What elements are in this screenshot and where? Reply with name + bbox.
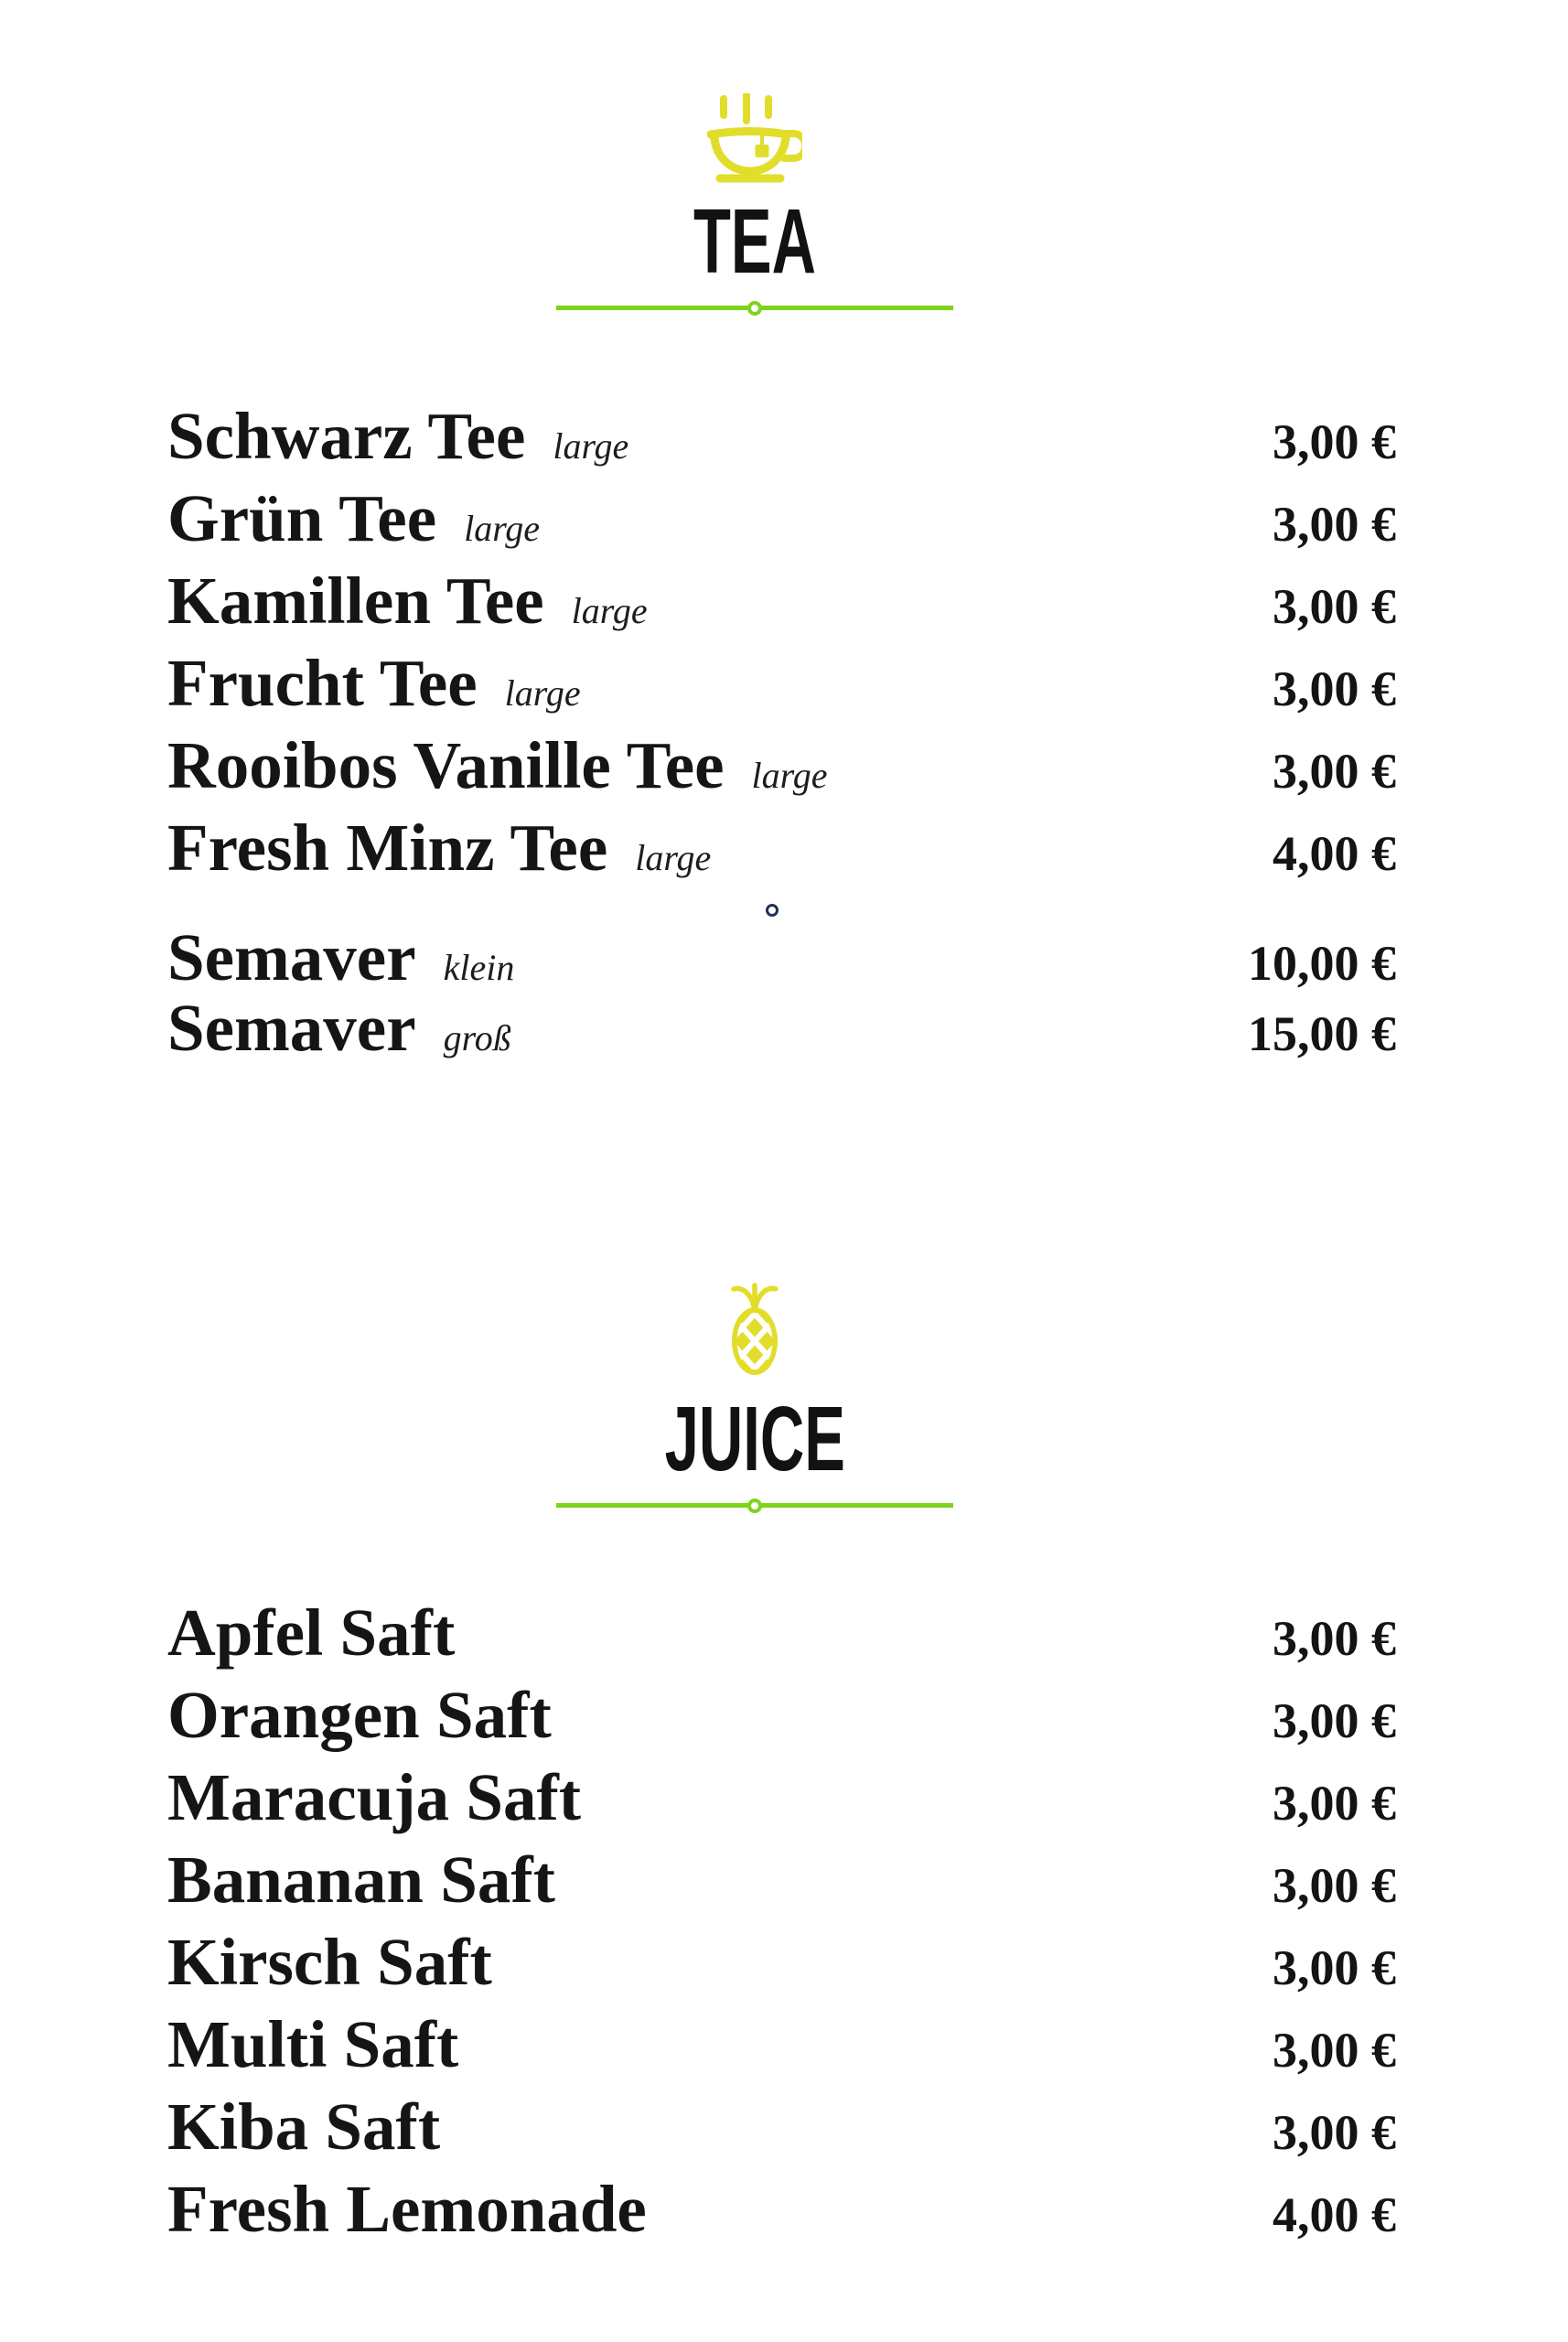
menu-item-row [167, 395, 1396, 478]
menu-item-row [167, 478, 1396, 560]
juice-section-header [556, 1283, 953, 1508]
menu-item-row [167, 2004, 1396, 2086]
item-name: Maracuja Saft [167, 1760, 582, 1834]
item-name: Orangen Saft [167, 1678, 552, 1752]
item-price: 3,00 € [1273, 1940, 1396, 1995]
item-price: 3,00 € [1273, 2023, 1396, 2078]
menu-item-row [167, 1592, 1396, 1674]
juice-items-list [167, 1592, 1396, 2251]
item-size-label: large [553, 425, 629, 467]
item-price: 3,00 € [1273, 2105, 1396, 2160]
item-name: Rooibos Vanille Tee [167, 728, 725, 802]
menu-item-row [167, 1756, 1396, 1839]
menu-item-row [167, 2168, 1396, 2251]
item-name: Grün Tee [167, 481, 437, 555]
item-name: Fresh Minz Tee [167, 811, 608, 885]
tea-divider-line [556, 306, 953, 310]
item-size-label: large [571, 590, 648, 631]
item-price: 10,00 € [1248, 936, 1396, 991]
item-price: 4,00 € [1273, 826, 1396, 881]
section-title-juice: JUICE [664, 1388, 845, 1490]
menu-item-row [167, 993, 1396, 1063]
item-name: Semaver [167, 991, 416, 1065]
tea-items-list [167, 395, 1396, 889]
pineapple-icon [725, 1283, 785, 1378]
teacup-icon [707, 93, 802, 183]
item-size-label: large [635, 837, 712, 878]
item-name: Frucht Tee [167, 646, 478, 720]
section-title-tea: TEA [693, 190, 816, 293]
item-price: 3,00 € [1273, 1858, 1396, 1913]
item-price: 15,00 € [1248, 1006, 1396, 1061]
item-price: 3,00 € [1273, 744, 1396, 799]
item-price: 3,00 € [1273, 1693, 1396, 1748]
menu-item-row [167, 922, 1396, 993]
menu-item-row [167, 560, 1396, 642]
item-size-label: groß [443, 1017, 511, 1058]
item-size-label: large [464, 508, 541, 549]
item-name: Semaver [167, 920, 416, 994]
menu-item-row [167, 725, 1396, 807]
menu-item-row [167, 642, 1396, 725]
item-size-label: large [751, 755, 828, 796]
item-name: Kiba Saft [167, 2090, 441, 2164]
section-separator-dot-icon [766, 904, 779, 917]
item-price: 4,00 € [1273, 2187, 1396, 2242]
menu-item-row [167, 1839, 1396, 1921]
item-size-label: klein [443, 947, 515, 988]
item-price: 3,00 € [1273, 661, 1396, 716]
menu-item-row [167, 807, 1396, 889]
item-name: Bananan Saft [167, 1842, 555, 1917]
item-name: Apfel Saft [167, 1595, 456, 1670]
item-name: Schwarz Tee [167, 399, 526, 473]
semaver-items-list [167, 922, 1396, 1063]
divider-ring-icon [747, 301, 762, 316]
tea-section-header [556, 93, 953, 310]
menu-item-row [167, 1921, 1396, 2004]
item-name: Fresh Lemonade [167, 2172, 647, 2246]
item-price: 3,00 € [1273, 414, 1396, 469]
item-name: Kirsch Saft [167, 1925, 492, 1999]
item-size-label: large [504, 672, 581, 714]
item-price: 3,00 € [1273, 579, 1396, 634]
item-price: 3,00 € [1273, 497, 1396, 552]
item-name: Kamillen Tee [167, 564, 544, 638]
item-price: 3,00 € [1273, 1776, 1396, 1831]
divider-ring-icon [747, 1499, 762, 1513]
menu-item-row [167, 1674, 1396, 1756]
item-price: 3,00 € [1273, 1611, 1396, 1666]
menu-item-row [167, 2086, 1396, 2168]
juice-divider-line [556, 1503, 953, 1508]
item-name: Multi Saft [167, 2007, 459, 2081]
